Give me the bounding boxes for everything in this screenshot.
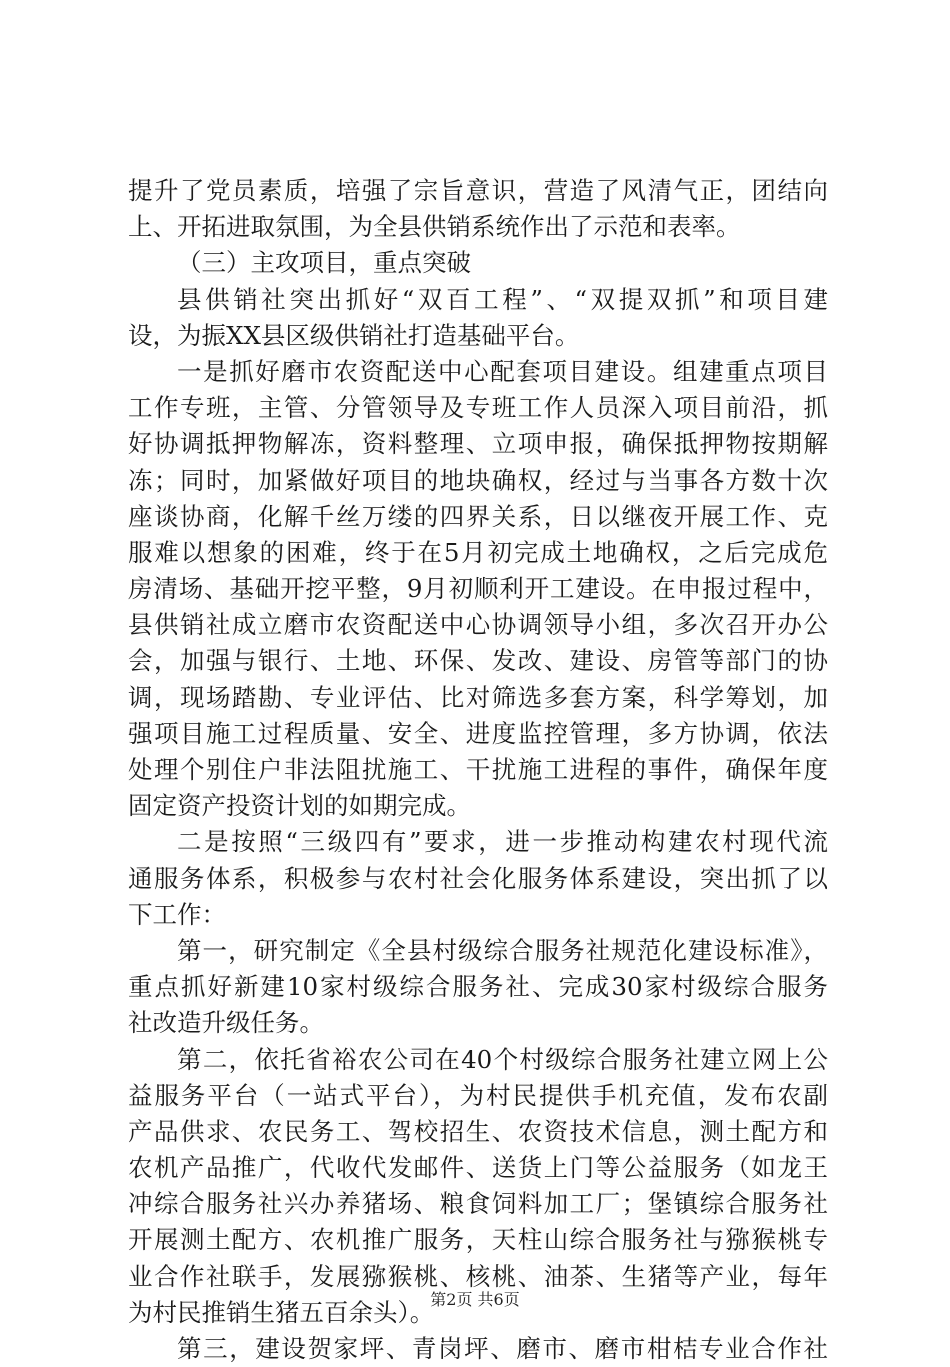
text-line: 房清场、基础开挖平整，9月初顺利开工建设。在申报过程中，: [128, 574, 828, 604]
text-line: 强项目施工过程质量、安全、进度监控管理，多方协调，依法: [128, 718, 828, 748]
text-line: 座谈协商，化解千丝万缕的四界关系，日以继夜开展工作、克: [128, 501, 828, 531]
text-line: 处理个别住户非法阻扰施工、干扰施工进程的事件，确保年度: [128, 755, 828, 784]
text-line: 第三，建设贺家坪、青岗坪、磨市、磨市柑桔专业合作社: [177, 1334, 828, 1363]
text-line: 农机产品推广，代收代发邮件、送货上门等公益服务（如龙王: [128, 1153, 828, 1183]
text-line: 冲综合服务社兴办养猪场、粮食饲料加工厂；堡镇综合服务社: [128, 1189, 828, 1219]
text-line: 工作专班，主管、分管领导及专班工作人员深入项目前沿，抓: [128, 393, 828, 423]
text-line: 上、开拓进取氛围，为全县供销系统作出了示范和表率。: [128, 212, 741, 242]
text-line: 为村民推销生猪五百余头）。: [128, 1297, 435, 1327]
text-line: 设，为振XX县区级供销社打造基础平台。: [128, 320, 580, 350]
text-line: 县供销社突出抓好“双百工程”、“双提双抓”和项目建: [177, 284, 828, 314]
text-line: 提升了党员素质，培强了宗旨意识，营造了风清气正，团结向: [128, 176, 828, 205]
text-line: 一是抓好磨市农资配送中心配套项目建设。组建重点项目: [177, 356, 828, 386]
text-line: 冻；同时，加紧做好项目的地块确权，经过与当事各方数十次: [128, 465, 828, 495]
text-line: 开展测土配方、农机推广服务，天柱山综合服务社与猕猴桃专: [128, 1225, 828, 1255]
text-line: 产品供求、农民务工、驾校招生、农资技术信息，测土配方和: [128, 1116, 828, 1146]
text-line: 服难以想象的困难，终于在5月初完成土地确权，之后完成危: [128, 537, 828, 567]
text-line: （三）主攻项目，重点突破: [177, 248, 471, 278]
text-line: 固定资产投资计划的如期完成。: [128, 791, 471, 821]
document-body: [128, 173, 828, 1367]
text-line: 业合作社联手，发展猕猴桃、核桃、油茶、生猪等产业，每年: [128, 1261, 828, 1291]
text-line: 重点抓好新建10家村级综合服务社、完成30家村级综合服务: [128, 972, 828, 1002]
page-footer: 第2页 共6页: [430, 1290, 520, 1309]
text-line: 第一，研究制定《全县村级综合服务社规范化建设标准》，: [177, 935, 828, 965]
text-line: 通服务体系，积极参与农村社会化服务体系建设，突出抓了以: [128, 863, 828, 893]
text-line: 会，加强与银行、土地、环保、发改、建设、房管等部门的协: [128, 646, 828, 676]
text-line: 调，现场踏勘、专业评估、比对筛选多套方案，科学筹划，加: [128, 682, 828, 712]
text-line: 好协调抵押物解冻，资料整理、立项申报，确保抵押物按期解: [128, 429, 828, 459]
text-line: 县供销社成立磨市农资配送中心协调领导小组，多次召开办公: [128, 610, 828, 640]
text-line: 第二，依托省裕农公司在40个村级综合服务社建立网上公: [177, 1044, 828, 1074]
text-line: 社改造升级任务。: [128, 1008, 324, 1038]
text-line: 益服务平台（一站式平台），为村民提供手机充值，发布农副: [128, 1080, 828, 1110]
text-line: 二是按照“三级四有”要求，进一步推动构建农村现代流: [177, 827, 828, 857]
text-line: 下工作：: [128, 899, 226, 929]
